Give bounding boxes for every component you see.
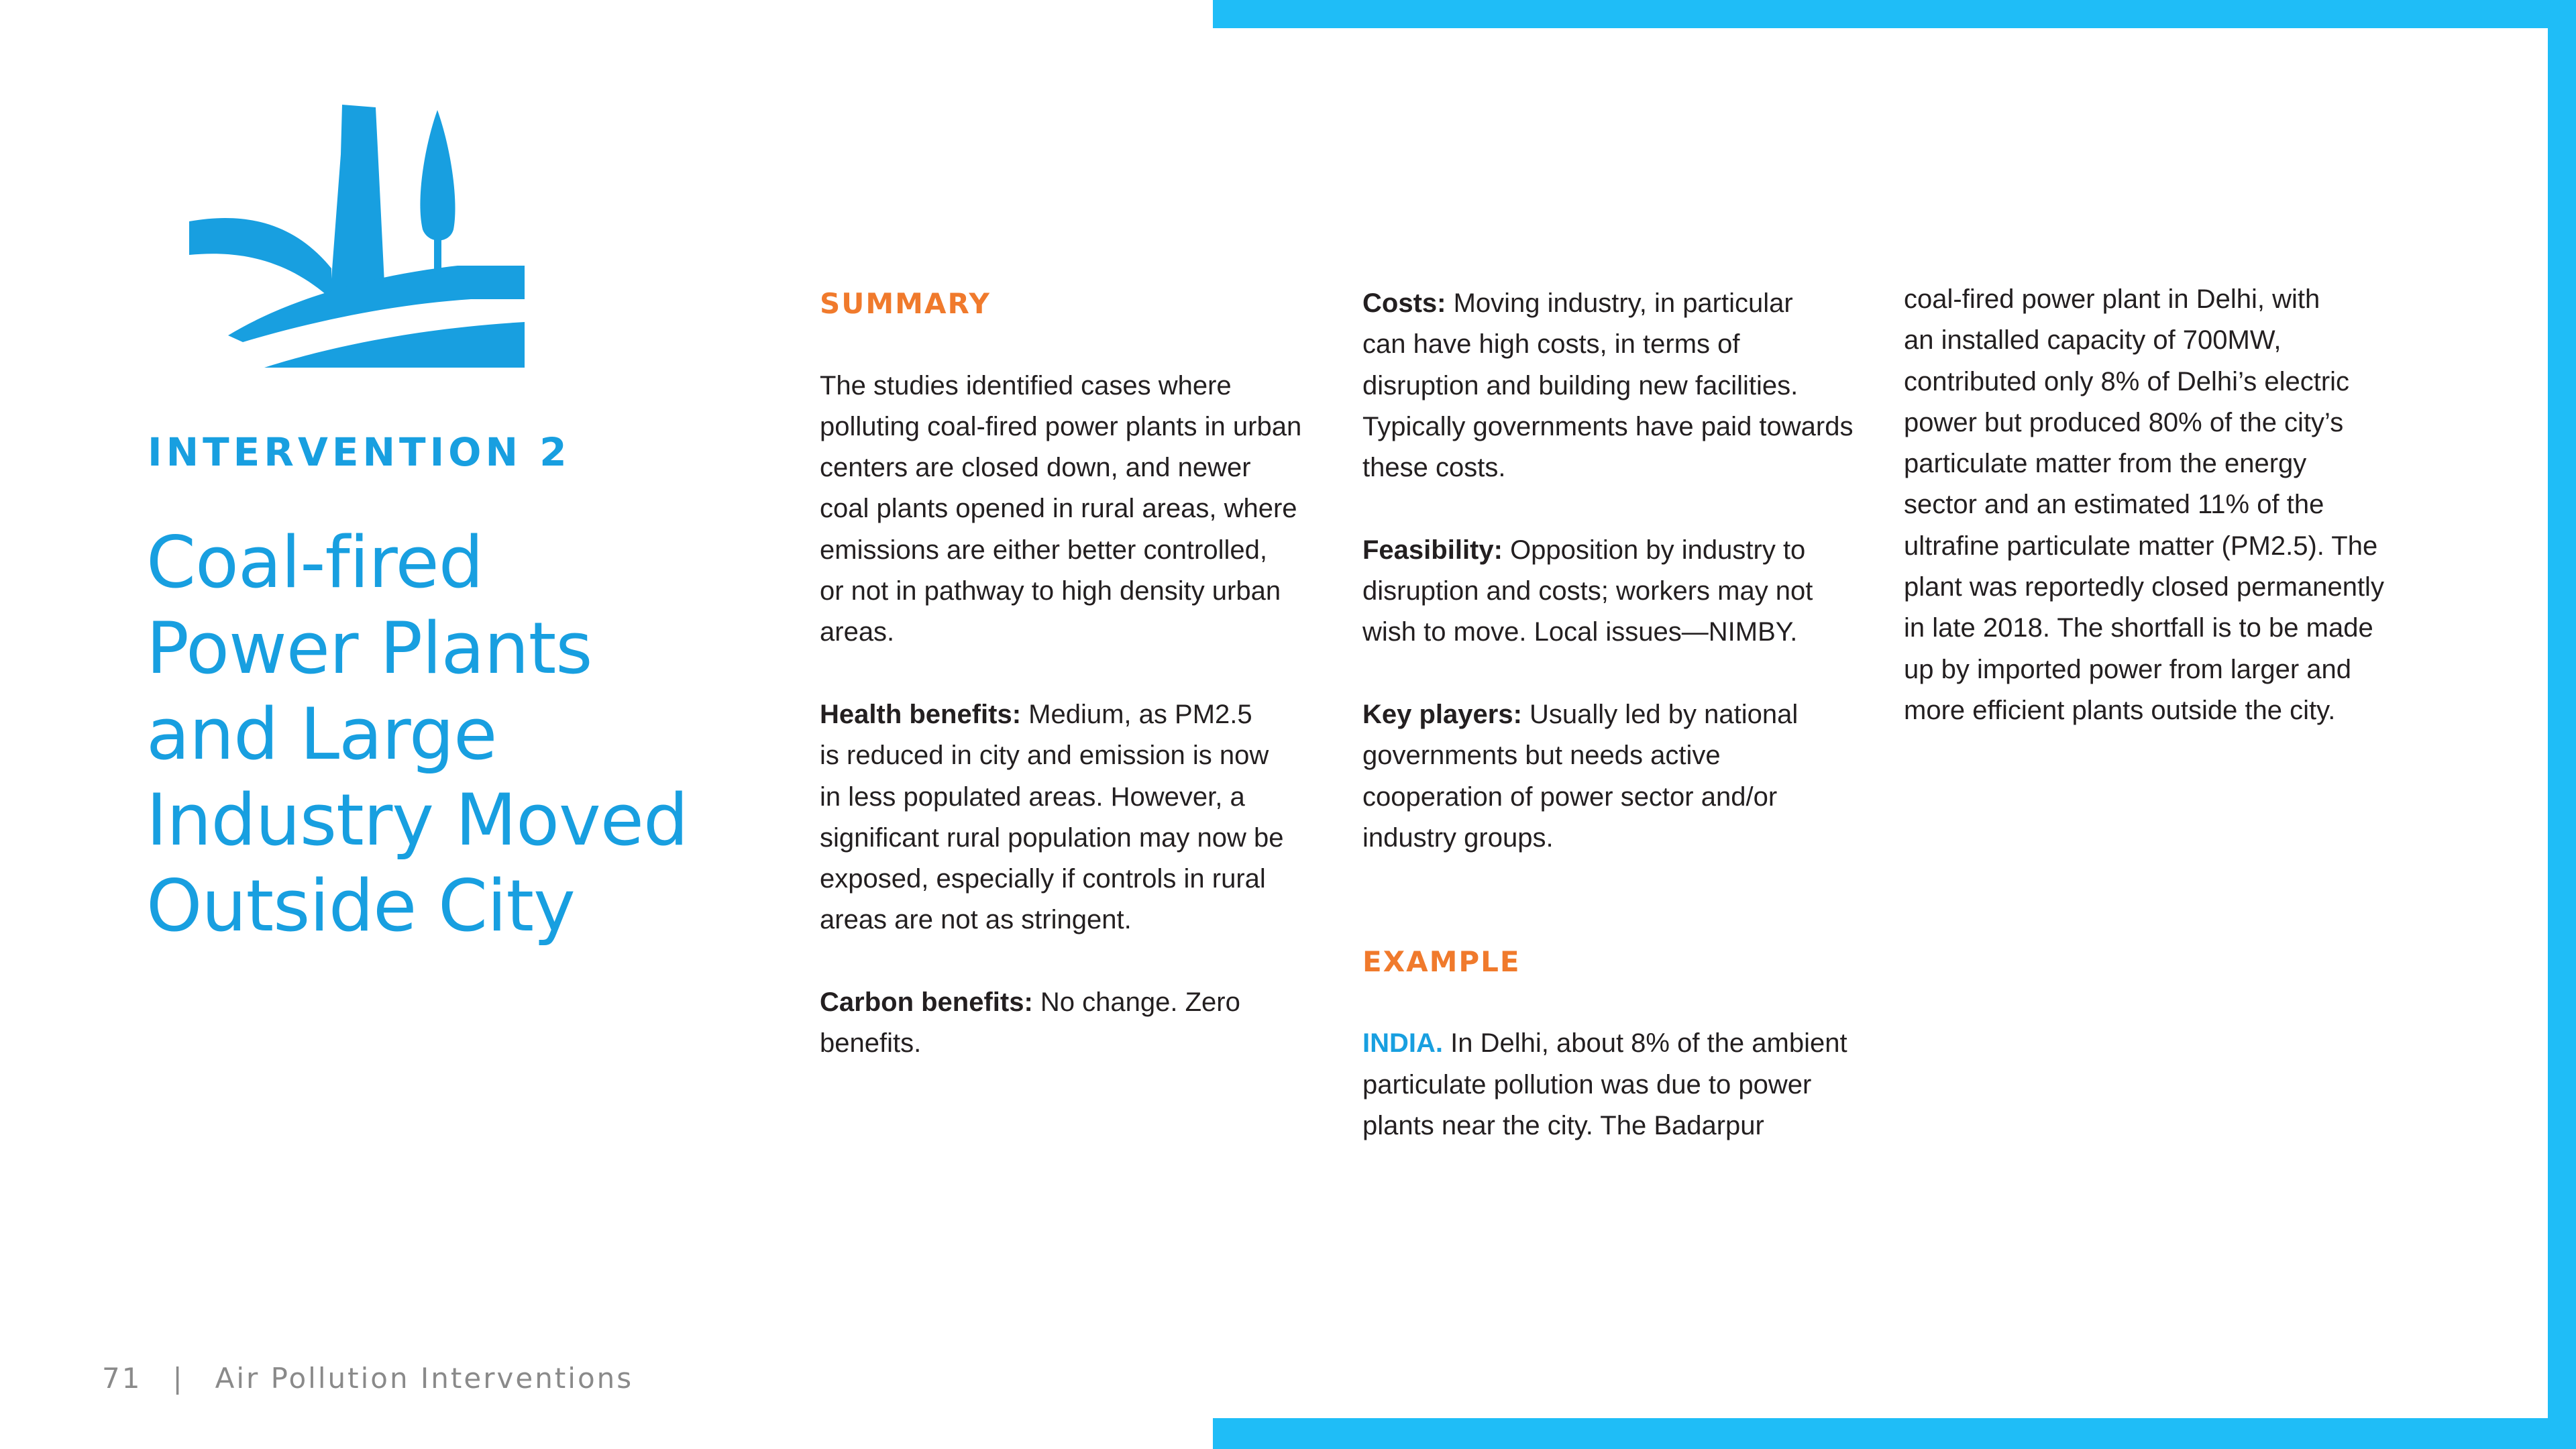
example-continued-line: ultrafine particulate matter (PM2.5). The xyxy=(1904,531,2378,561)
feasibility-label: Feasibility: xyxy=(1362,535,1503,565)
title-line: Outside City xyxy=(146,865,575,947)
health-benefits-label: Health benefits: xyxy=(820,699,1022,729)
example-continued-column xyxy=(1904,279,2427,731)
feasibility-text: Opposition by industry to xyxy=(1502,535,1806,565)
example-continued-line: in late 2018. The shortfall is to be made xyxy=(1904,613,2373,643)
health-line: significant rural population may now be xyxy=(820,822,1284,853)
costs xyxy=(1362,283,1886,324)
feasibility-line: disruption and costs; workers may not xyxy=(1362,576,1813,606)
tree-icon xyxy=(420,110,455,241)
example-intro xyxy=(1362,1023,1886,1064)
footer-separator: | xyxy=(172,1362,184,1395)
page-number: 71 xyxy=(102,1362,142,1395)
hill-left xyxy=(189,218,331,299)
key-players-label: Key players: xyxy=(1362,699,1522,729)
hill-bottom xyxy=(264,322,525,368)
health-line: in less populated areas. However, a xyxy=(820,782,1245,812)
example-continued-line: up by imported power from larger and xyxy=(1904,654,2351,684)
summary-line: or not in pathway to high density urban xyxy=(820,576,1281,606)
example-continued-line: coal-fired power plant in Delhi, with xyxy=(1904,284,2320,314)
page-title xyxy=(146,520,750,949)
example-heading: EXAMPLE xyxy=(1362,945,1521,978)
health-line: exposed, especially if controls in rural xyxy=(820,864,1266,894)
health-line: is reduced in city and emission is now xyxy=(820,741,1269,771)
health-line: areas are not as stringent. xyxy=(820,905,1132,935)
feasibility xyxy=(1362,530,1886,571)
example-text: In Delhi, about 8% of the ambient xyxy=(1443,1028,1847,1059)
summary-line: areas. xyxy=(820,617,895,647)
summary-column xyxy=(820,283,1343,1065)
example-line: plants near the city. The Badarpur xyxy=(1362,1110,1764,1140)
key-players-line: industry groups. xyxy=(1362,822,1554,853)
details-column xyxy=(1362,283,1886,1146)
costs-line: Typically governments have paid towards xyxy=(1362,411,1854,441)
health-benefits-text: Medium, as PM2.5 xyxy=(1021,699,1252,729)
costs-line: can have high costs, in terms of xyxy=(1362,329,1740,360)
summary-heading: SUMMARY xyxy=(820,287,991,320)
example-continued-line: power but produced 80% of the city’s xyxy=(1904,407,2344,437)
summary-line: emissions are either better controlled, xyxy=(820,535,1267,565)
key-players-text: Usually led by national xyxy=(1521,699,1799,729)
summary-line: polluting coal-fired power plants in urban xyxy=(820,411,1302,441)
example-continued-line: plant was reportedly closed permanently xyxy=(1904,572,2384,602)
intervention-kicker: INTERVENTION 2 xyxy=(148,429,571,475)
costs-label: Costs: xyxy=(1362,288,1446,318)
chimney-shape xyxy=(330,105,385,297)
example-country: INDIA. xyxy=(1362,1028,1443,1059)
health-benefits xyxy=(820,694,1343,735)
carbon-benefits-label: Carbon benefits: xyxy=(820,987,1033,1018)
carbon-benefits-text: No change. Zero xyxy=(1032,987,1240,1018)
example-continued-line: more efficient plants outside the city. xyxy=(1904,695,2336,725)
example-continued-line: particulate matter from the energy xyxy=(1904,449,2307,479)
footer-title: Air Pollution Interventions xyxy=(215,1362,634,1395)
summary-line: centers are closed down, and newer xyxy=(820,453,1251,483)
summary-line: coal plants opened in rural areas, where xyxy=(820,494,1297,524)
title-line: Power Plants xyxy=(146,607,592,690)
key-players-line: cooperation of power sector and/or xyxy=(1362,782,1778,812)
page-footer xyxy=(102,1362,633,1395)
key-players xyxy=(1362,694,1886,735)
summary-line: The studies identified cases where xyxy=(820,370,1232,400)
frame-border-top xyxy=(1213,0,2576,28)
title-line: and Large xyxy=(146,693,497,775)
frame-border-right xyxy=(2548,0,2576,1449)
example-continued-line: an installed capacity of 700MW, xyxy=(1904,325,2282,356)
example-line: particulate pollution was due to power xyxy=(1362,1069,1812,1099)
costs-text: Moving industry, in particular xyxy=(1446,288,1793,318)
example-continued-line: sector and an estimated 11% of the xyxy=(1904,490,2324,520)
title-line: Coal-fired xyxy=(146,521,484,604)
title-line: Industry Moved xyxy=(146,779,688,861)
costs-line: disruption and building new facilities. xyxy=(1362,370,1799,400)
factory-landscape-icon xyxy=(189,101,527,368)
carbon-benefits xyxy=(820,982,1343,1023)
feasibility-line: wish to move. Local issues—NIMBY. xyxy=(1362,617,1798,647)
key-players-line: governments but needs active xyxy=(1362,741,1721,771)
example-continued-line: contributed only 8% of Delhi’s electric xyxy=(1904,366,2350,396)
frame-border-bottom xyxy=(1213,1418,2576,1449)
costs-line: these costs. xyxy=(1362,453,1506,483)
carbon-line: benefits. xyxy=(820,1028,922,1059)
